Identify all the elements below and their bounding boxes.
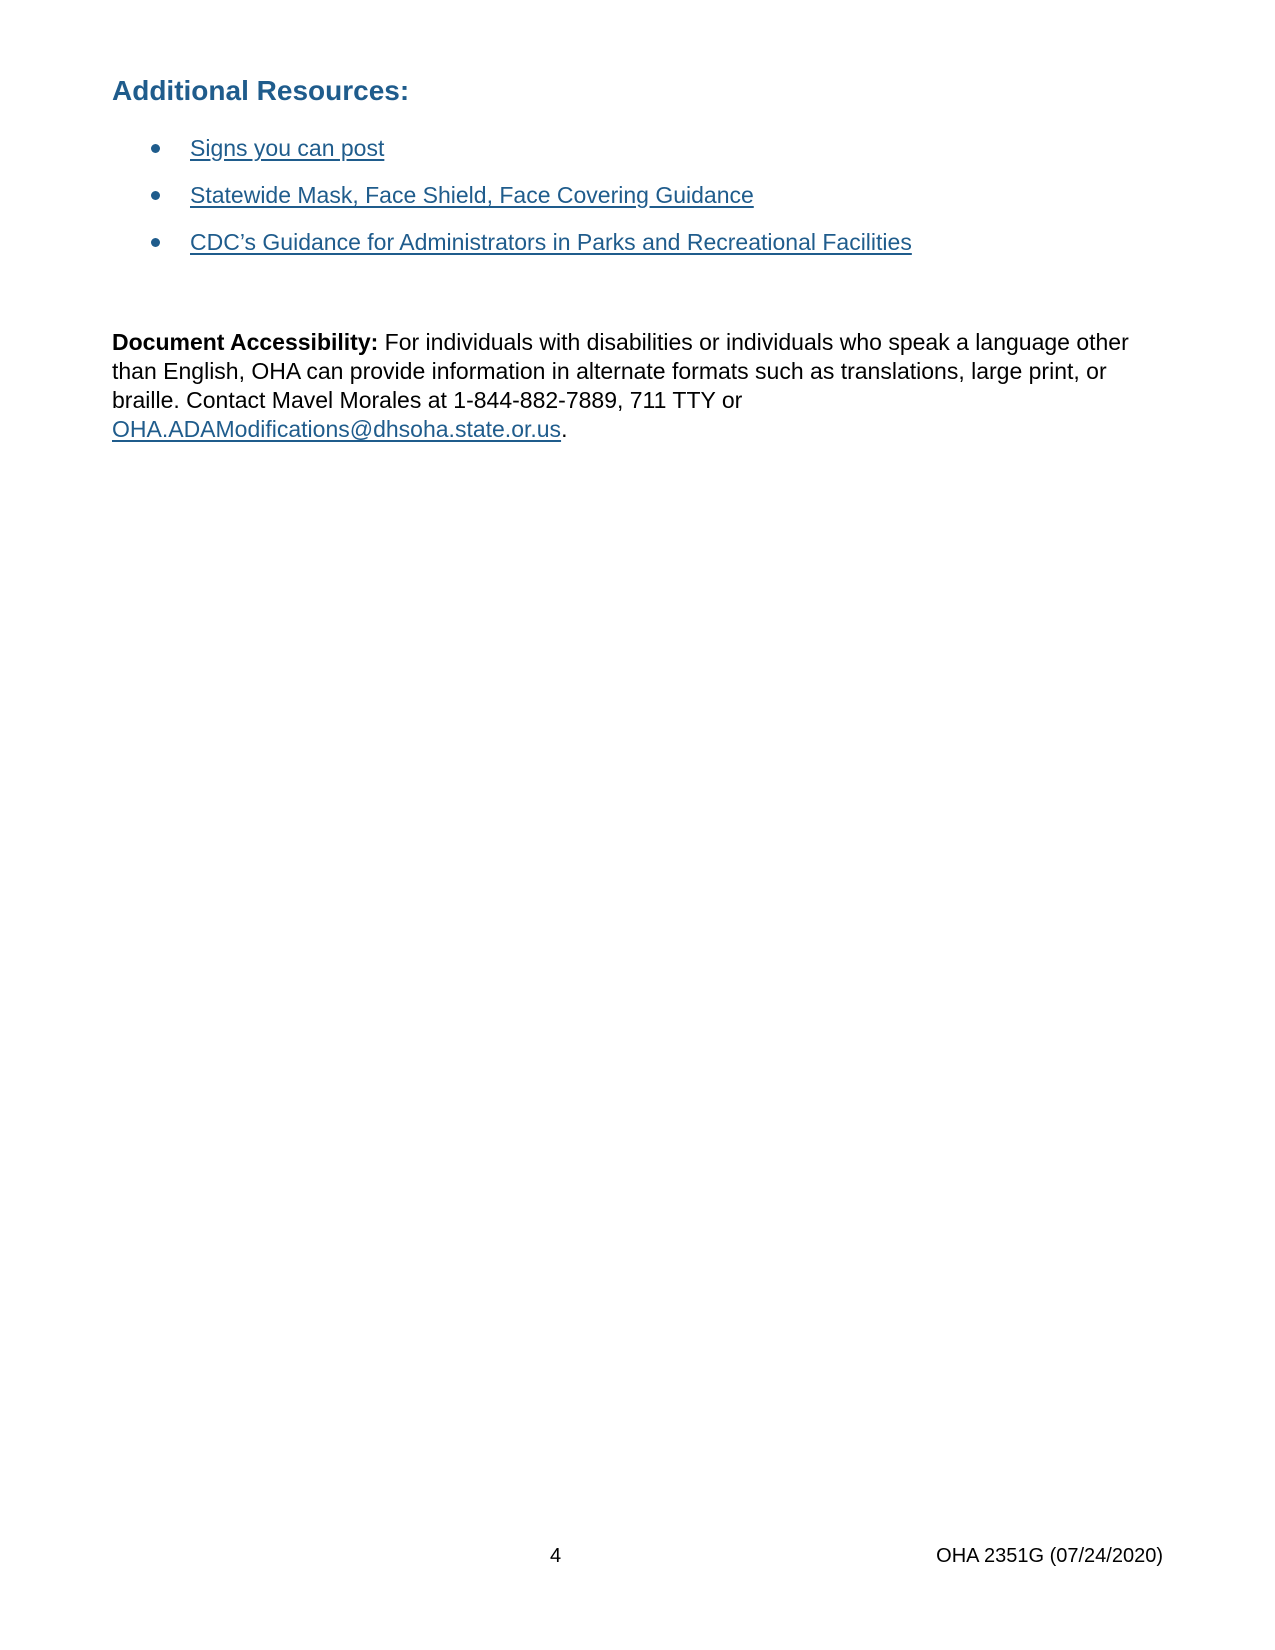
document-accessibility-paragraph — [112, 328, 1172, 444]
resources-list — [146, 133, 912, 274]
accessibility-text: For individuals with disabilities or individuals who speak a language other than English, OHA can provide information in alternate formats such as translations, large print, or braille. Contact Mavel Morales at 1-844-882-7889, 711 TTY or — [112, 329, 1129, 413]
ada-email-link[interactable]: OHA.ADAModifications@dhsoha.state.or.us — [112, 416, 562, 442]
form-identifier: OHA 2351G (07/24/2020) — [936, 1545, 1163, 1567]
list-item — [146, 133, 912, 163]
list-item — [146, 227, 912, 257]
page-number: 4 — [550, 1545, 562, 1567]
bullet-icon — [151, 144, 160, 153]
additional-resources-heading: Additional Resources: — [112, 75, 410, 106]
list-item — [146, 180, 912, 210]
bullet-icon — [151, 191, 160, 200]
accessibility-label: Document Accessibility: — [112, 329, 379, 355]
mask-guidance-link[interactable]: Statewide Mask, Face Shield, Face Covering Guidance — [190, 182, 754, 208]
signs-you-can-post-link[interactable]: Signs you can post — [190, 135, 385, 161]
bullet-icon — [151, 238, 160, 247]
cdc-parks-guidance-link[interactable]: CDC’s Guidance for Administrators in Parks and Recreational Facilities — [190, 229, 912, 255]
accessibility-period: . — [561, 416, 568, 442]
